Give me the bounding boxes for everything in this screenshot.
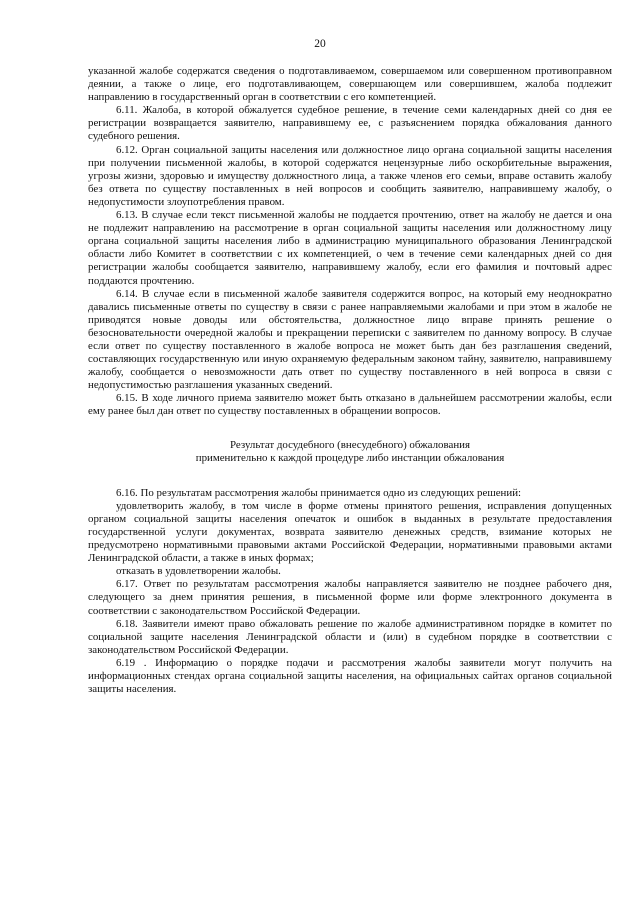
paragraph-decision-satisfy: удовлетворить жалобу, в том числе в форме отмены принятого решения, исправления допущенных органом социальной защиты населения опечаток и ошибок в выданных в результате предоставления государственной услуги документах, возврата заявителю денежных средств, взимание которых не предусмотрено нормативными правовыми актами Российской Федерации, нормативными правовыми актами Ленинградской области, а также в иных формах;	[88, 499, 612, 565]
paragraph-6-15: 6.15. В ходе личного приема заявителю может быть отказано в дальнейшем рассмотрении жалобы, если ему ранее был дан ответ по существу поставленных в обращении вопросов.	[88, 392, 612, 418]
section-heading	[88, 439, 612, 465]
section-heading-line-1: Результат досудебного (внесудебного) обжалования	[230, 438, 470, 451]
paragraph-continuation: указанной жалобе содержатся сведения о подготавливаемом, совершаемом или совершенном противоправном деянии, а также о лице, его подготавливающем, совершающем или совершившем, жалоба подлежит направлению в государственный орган в соответствии с его компетенцией.	[88, 65, 612, 104]
paragraph-6-12: 6.12. Орган социальной защиты населения или должностное лицо органа социальной защиты населения при получении письменной жалобы, в которой содержатся нецензурные либо оскорбительные выражения, угрозы жизни, здоровью и имуществу должностного лица, а также членов его семьи, вправе оставить жалобу без ответа по существу поставленных в ней вопросов и сообщить заявителю, направившему жалобу, о недопустимости злоупотребления правом.	[88, 143, 612, 208]
paragraph-6-17: 6.17. Ответ по результатам рассмотрения жалобы направляется заявителю не позднее рабочего дня, следующего за днем принятия решения, в письменной форме или форме электронного документа в соответствии с законодательством Российской Федерации.	[88, 578, 612, 617]
document-body	[88, 65, 612, 696]
paragraph-6-19: 6.19 . Информацию о порядке подачи и рассмотрения жалобы заявители могут получить на информационных стендах органа социальной защиты населения, на официальных сайтах органов социальной защиты населения.	[88, 656, 612, 696]
paragraph-6-14: 6.14. В случае если в письменной жалобе заявителя содержится вопрос, на который ему неоднократно давались письменные ответы по существу в связи с ранее направляемыми жалобами и при этом в жалобе не приводятся новые доводы или обстоятельства, должностное лицо вправе принять решение о безосновательности очередной жалобы и прекращении переписки с заявителем по данному вопросу. В случае если ответ по существу поставленного в жалобе вопроса не может быть дан без разглашения сведений, составляющих государственную или иную охраняемую федеральным законом тайну, заявителю, направившему жалобу, сообщается о невозможности дать ответ по существу поставленного в ней вопроса в связи с недопустимостью разглашения указанных сведений.	[88, 287, 612, 392]
paragraph-6-11: 6.11. Жалоба, в которой обжалуется судебное решение, в течение семи календарных дней со дня ее регистрации возвращается заявителю, направившему ее, с разъяснением порядка обжалования данного судебного решения.	[88, 104, 612, 143]
paragraph-6-16: 6.16. По результатам рассмотрения жалобы принимается одно из следующих решений:	[116, 486, 522, 499]
paragraph-6-18: 6.18. Заявители имеют право обжаловать решение по жалобе административном порядке в комитет по социальной защите населения Ленинградской области и (или) в судебном порядке в соответствии с законодательством Российской Федерации.	[88, 617, 612, 656]
section-heading-line-2: применительно к каждой процедуре либо инстанции обжалования	[195, 451, 505, 464]
paragraph-decision-refuse: отказать в удовлетворении жалобы.	[116, 565, 281, 578]
paragraph-6-13: 6.13. В случае если текст письменной жалобы не поддается прочтению, ответ на жалобу не дается и она не подлежит направлению на рассмотрение в орган социальной защиты населения или должностному лицу органа социальной защиты населения либо в администрацию муниципального образования Ленинградской области либо Комитет в соответствии с их компетенцией, о чем в течение семи календарных дней со дня регистрации жалобы сообщается заявителю, направившему жалобу, если его фамилия и почтовый адрес поддаются прочтению.	[88, 209, 612, 287]
page-number: 20	[314, 38, 326, 50]
